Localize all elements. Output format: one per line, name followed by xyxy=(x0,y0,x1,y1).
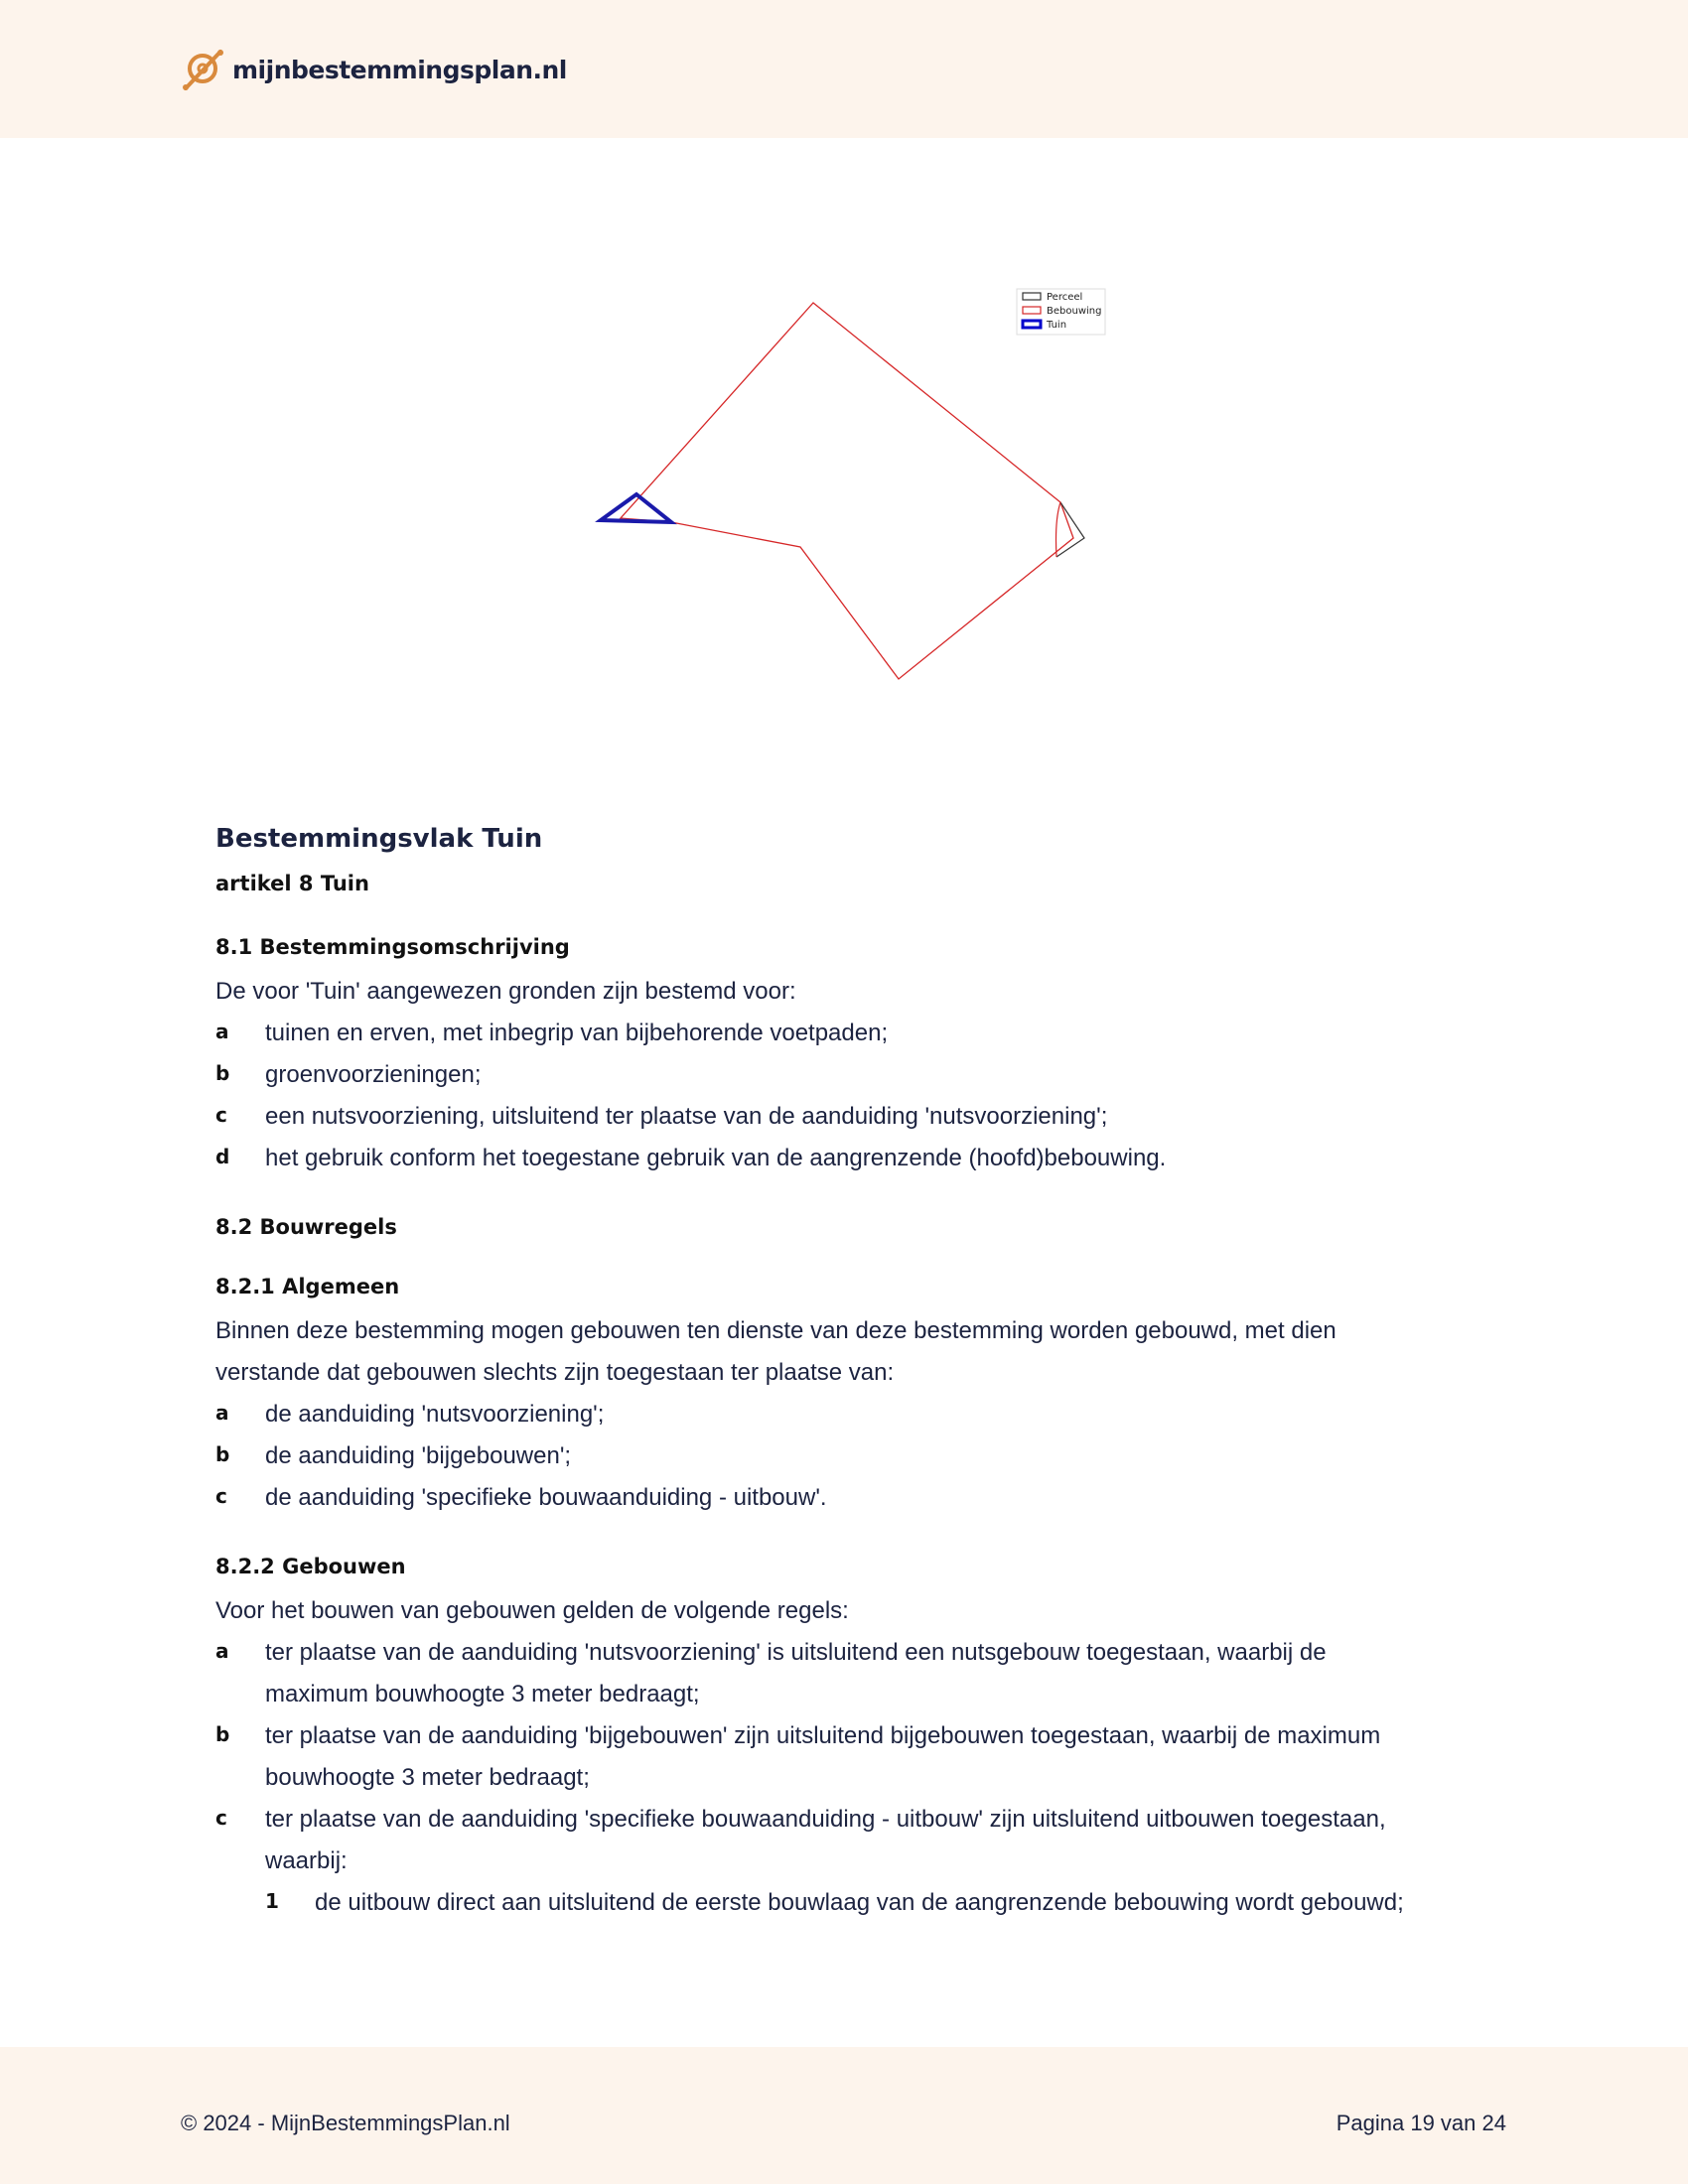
list-marker: a xyxy=(215,1639,229,1663)
list-text-line: bouwhoogte 3 meter bedraagt; xyxy=(265,1764,590,1791)
list-marker: a xyxy=(215,1020,229,1043)
list-item xyxy=(215,1394,1506,1435)
heading-8-1: 8.1 Bestemmingsomschrijving xyxy=(215,935,570,959)
map-canvas xyxy=(586,278,1122,695)
heading-8-2-1: 8.2.1 Algemeen xyxy=(215,1275,400,1298)
list-marker: b xyxy=(215,1061,230,1085)
list-item xyxy=(215,1715,1506,1799)
list-marker: 1 xyxy=(265,1889,279,1913)
parcel-map xyxy=(586,278,1122,695)
list-text: het gebruik conform het toegestane gebruik van de aangrenzende (hoofd)bebouwing. xyxy=(265,1145,1167,1171)
section-title: Bestemmingsvlak Tuin xyxy=(215,824,543,854)
list-text xyxy=(265,1799,1386,1882)
list-text: de uitbouw direct aan uitsluitend de eerste bouwlaag van de aangrenzende bebouwing wordt gebouwd; xyxy=(315,1889,1404,1916)
list-item xyxy=(215,1013,1506,1054)
list-item xyxy=(215,1435,1506,1477)
footer-copyright: © 2024 - MijnBestemmingsPlan.nl xyxy=(181,2111,510,2135)
page-header xyxy=(0,0,1688,138)
list-marker: c xyxy=(215,1806,227,1830)
list-text-line: maximum bouwhoogte 3 meter bedraagt; xyxy=(265,1681,700,1707)
list-text: tuinen en erven, met inbegrip van bijbehorende voetpaden; xyxy=(265,1020,889,1046)
list-marker: c xyxy=(215,1103,227,1127)
list-text-line: ter plaatse van de aanduiding 'bijgebouwen' zijn uitsluitend bijgebouwen toegestaan, waarbij de maximum xyxy=(265,1722,1381,1749)
list-item xyxy=(215,1477,1506,1519)
list-marker: a xyxy=(215,1401,229,1425)
list-marker: b xyxy=(215,1722,230,1746)
list-text xyxy=(265,1632,1327,1715)
legend-label-tuin: Tuin xyxy=(1047,320,1067,331)
list-text-line: ter plaatse van de aanduiding 'nutsvoorziening' is uitsluitend een nutsgebouw toegestaan, waarbij de xyxy=(265,1639,1327,1666)
list-marker: c xyxy=(215,1484,227,1508)
paragraph-8-2-2-intro: Voor het bouwen van gebouwen gelden de volgende regels: xyxy=(215,1597,849,1624)
sub-list-item xyxy=(215,1882,1506,1924)
compass-logo-icon xyxy=(181,47,226,92)
footer-page-number: Pagina 19 van 24 xyxy=(1336,2111,1506,2135)
list-text: de aanduiding 'nutsvoorziening'; xyxy=(265,1401,605,1428)
heading-8-2-2: 8.2.2 Gebouwen xyxy=(215,1555,406,1578)
legend-label-bebouwing: Bebouwing xyxy=(1047,306,1102,317)
list-text-line: waarbij: xyxy=(265,1847,348,1874)
site-logo[interactable] xyxy=(181,46,567,93)
list-marker: d xyxy=(215,1145,230,1168)
paragraph-8-2-1-line-2: verstande dat gebouwen slechts zijn toegestaan ter plaatse van: xyxy=(215,1359,895,1386)
paragraph-8-1-intro: De voor 'Tuin' aangewezen gronden zijn bestemd voor: xyxy=(215,978,796,1005)
paragraph-8-2-1-line-1: Binnen deze bestemming mogen gebouwen ten dienste van deze bestemming worden gebouwd, met dien xyxy=(215,1317,1336,1344)
tuin-triangle xyxy=(601,494,671,522)
list-text-line: ter plaatse van de aanduiding 'specifieke bouwaanduiding - uitbouw' zijn uitsluitend uitbouwen toegestaan, xyxy=(265,1806,1386,1833)
regulation-content xyxy=(215,814,1506,1924)
list-item xyxy=(215,1632,1506,1715)
list-text xyxy=(265,1715,1380,1799)
list-text: groenvoorzieningen; xyxy=(265,1061,482,1088)
heading-8-2: 8.2 Bouwregels xyxy=(215,1215,397,1239)
bebouwing-outline xyxy=(621,303,1073,679)
page-footer xyxy=(0,2047,1688,2184)
legend-label-perceel: Perceel xyxy=(1047,292,1083,303)
article-heading: artikel 8 Tuin xyxy=(215,872,369,895)
list-text: de aanduiding 'specifieke bouwaanduiding - uitbouw'. xyxy=(265,1484,827,1511)
list-marker: b xyxy=(215,1442,230,1466)
list-text: een nutsvoorziening, uitsluitend ter plaatse van de aanduiding 'nutsvoorziening'; xyxy=(265,1103,1108,1130)
list-item xyxy=(215,1138,1506,1179)
map-legend xyxy=(1017,289,1105,335)
list-text: de aanduiding 'bijgebouwen'; xyxy=(265,1442,572,1469)
list-item xyxy=(215,1799,1506,1882)
logo-text: mijnbestemmingsplan.nl xyxy=(232,55,567,84)
list-item xyxy=(215,1096,1506,1138)
list-item xyxy=(215,1054,1506,1096)
